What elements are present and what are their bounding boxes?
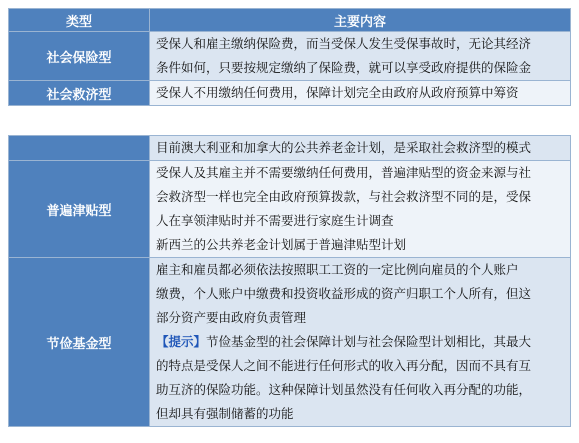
category-cell: 节俭基金型 — [9, 258, 150, 427]
header-content: 主要内容 — [150, 9, 571, 32]
content-cell — [150, 258, 571, 427]
table-row — [9, 258, 571, 427]
category-cell: 普遍津贴型 — [9, 161, 150, 258]
tip-line: 的特点是受保人之间不能进行任何形式的收入再分配，因而不具有互 — [156, 358, 532, 373]
content-line: 条件如何，只要按规定缴纳了保险费，就可以享受政府提供的保险金 — [156, 60, 532, 75]
tip-line — [156, 330, 564, 354]
table-row — [9, 32, 571, 81]
category-cell: 社会救济型 — [9, 81, 150, 106]
content-cell — [150, 81, 571, 106]
header-row — [9, 9, 571, 32]
category-cell-empty — [9, 136, 150, 161]
header-type: 类型 — [9, 9, 150, 32]
tip-line: 但却具有强制储蓄的功能 — [156, 406, 294, 421]
content-line: 受保人不用缴纳任何费用，保障计划完全由政府从政府预算中筹资 — [156, 85, 519, 100]
content-line: 人在享领津贴时并不需要进行家庭生计调查 — [156, 213, 394, 228]
content-line: 部分资产要由政府负责管理 — [156, 310, 307, 325]
insurance-type-table-bottom — [8, 135, 571, 427]
tip-line: 助互济的保险功能。这种保障计划虽然没有任何收入再分配的功能， — [156, 382, 532, 397]
content-line: 目前澳大利亚和加拿大的公共养老金计划，是采取社会救济型的模式 — [156, 140, 532, 155]
table-row — [9, 136, 571, 161]
content-line: 雇主和雇员都必须依法按照职工工资的一定比例向雇员的个人账户 — [156, 262, 519, 277]
content-cell — [150, 32, 571, 81]
table-row — [9, 81, 571, 106]
content-line: 受保人和雇主缴纳保险费，而当受保人发生受保事故时，无论其经济 — [156, 36, 532, 51]
content-cell — [150, 161, 571, 258]
table-row — [9, 161, 571, 258]
content-line: 新西兰的公共养老金计划属于普遍津贴型计划 — [156, 237, 407, 252]
content-line: 受保人及其雇主并不需要缴纳任何费用，普遍津贴型的资金来源与社 — [156, 165, 532, 180]
insurance-type-table-top — [8, 8, 571, 106]
content-cell — [150, 136, 571, 161]
content-line: 缴费，个人账户中缴费和投资收益形成的资产归职工个人所有，但这 — [156, 286, 532, 301]
tip-text: 节俭基金型的社会保障计划与社会保险型计划相比，其最大 — [206, 334, 532, 349]
tip-label: 【提示】 — [156, 334, 207, 349]
content-line: 会救济型一样也完全由政府预算拨款，与社会救济型不同的是，受保 — [156, 189, 532, 204]
category-cell: 社会保险型 — [9, 32, 150, 81]
